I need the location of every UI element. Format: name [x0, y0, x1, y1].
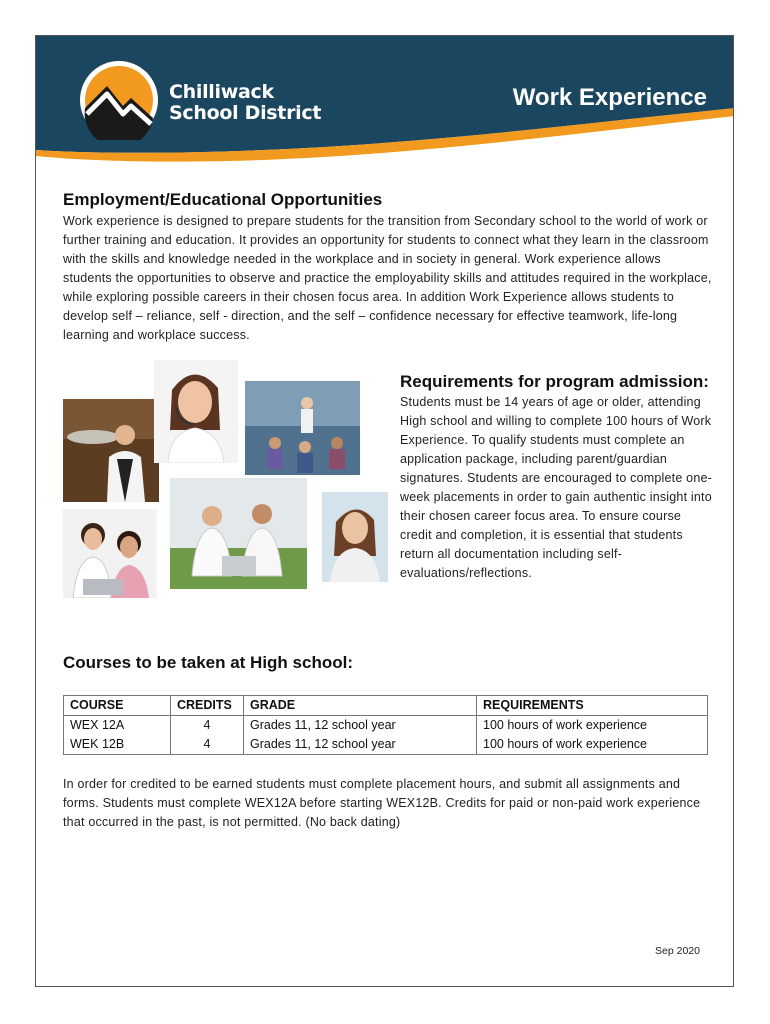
grade-cell: Grades 11, 12 school year	[244, 735, 477, 755]
table-row	[64, 735, 708, 755]
courses-table	[63, 695, 708, 755]
credits-cell: 4	[171, 716, 244, 736]
course-cell: WEK 12B	[64, 735, 171, 755]
requirements-cell: 100 hours of work experience	[477, 716, 708, 736]
requirements-heading: Requirements for program admission:	[400, 372, 709, 391]
column-header: GRADE	[244, 696, 477, 716]
photo-student-portrait	[322, 492, 388, 582]
column-header: REQUIREMENTS	[477, 696, 708, 716]
photo-students-laptop	[63, 509, 157, 598]
district-name-line2: School District	[169, 102, 322, 124]
course-cell: WEX 12A	[64, 716, 171, 736]
district-wordmark	[169, 82, 321, 124]
district-logo-icon	[79, 60, 159, 140]
district-name-line1: Chilliwack	[169, 81, 274, 103]
document-page	[35, 35, 734, 987]
photo-classroom	[245, 381, 360, 475]
column-header: COURSE	[64, 696, 171, 716]
header-banner	[36, 36, 734, 186]
grade-cell: Grades 11, 12 school year	[244, 716, 477, 736]
photo-students-outdoors	[170, 478, 307, 589]
intro-heading: Employment/Educational Opportunities	[63, 190, 383, 209]
document-title: Work Experience	[512, 84, 707, 111]
table-header-row	[64, 696, 708, 716]
courses-heading: Courses to be taken at High school:	[63, 653, 353, 672]
photo-headset-agent	[154, 360, 238, 463]
table-row	[64, 716, 708, 736]
column-header: CREDITS	[171, 696, 244, 716]
credits-cell: 4	[171, 735, 244, 755]
closing-paragraph: In order for credited to be earned students must complete placement hours, and submit all assignments and forms. Students must complete WEX12A before starting WEX12B. Credits for paid or non-paid work experience that occurred in the past, is not permitted. (No back dating)	[63, 777, 701, 829]
requirements-cell: 100 hours of work experience	[477, 735, 708, 755]
intro-paragraph: Work experience is designed to prepare students for the transition from Secondary school to the world of work or further training and education. It provides an opportunity for students to connect what they learn in the classroom with the skills and knowledge needed in the workplace and in society in general. Work experience allows students the opportunities to observe and practice the employability skills and attitudes required in the workplace, while exploring possible careers in their chosen focus area. In addition Work Experience allows students to develop self – reliance, self - direction, and the self – confidence necessary for effective teamwork, life-long learning and workplace success.	[63, 214, 712, 342]
requirements-paragraph: Students must be 14 years of age or older, attending High school and willing to complete 100 hours of Work Experience. To qualify students must complete an application package, including parent/guardian signatures. Students are encouraged to complete one-week placements in order to gain authentic insight into their chosen career focus area. To ensure course credit and completion, it is essential that students return all documentation including self-evaluations/reflections.	[400, 395, 712, 580]
photo-waiter	[63, 399, 159, 502]
document-date: Sep 2020	[655, 945, 700, 957]
